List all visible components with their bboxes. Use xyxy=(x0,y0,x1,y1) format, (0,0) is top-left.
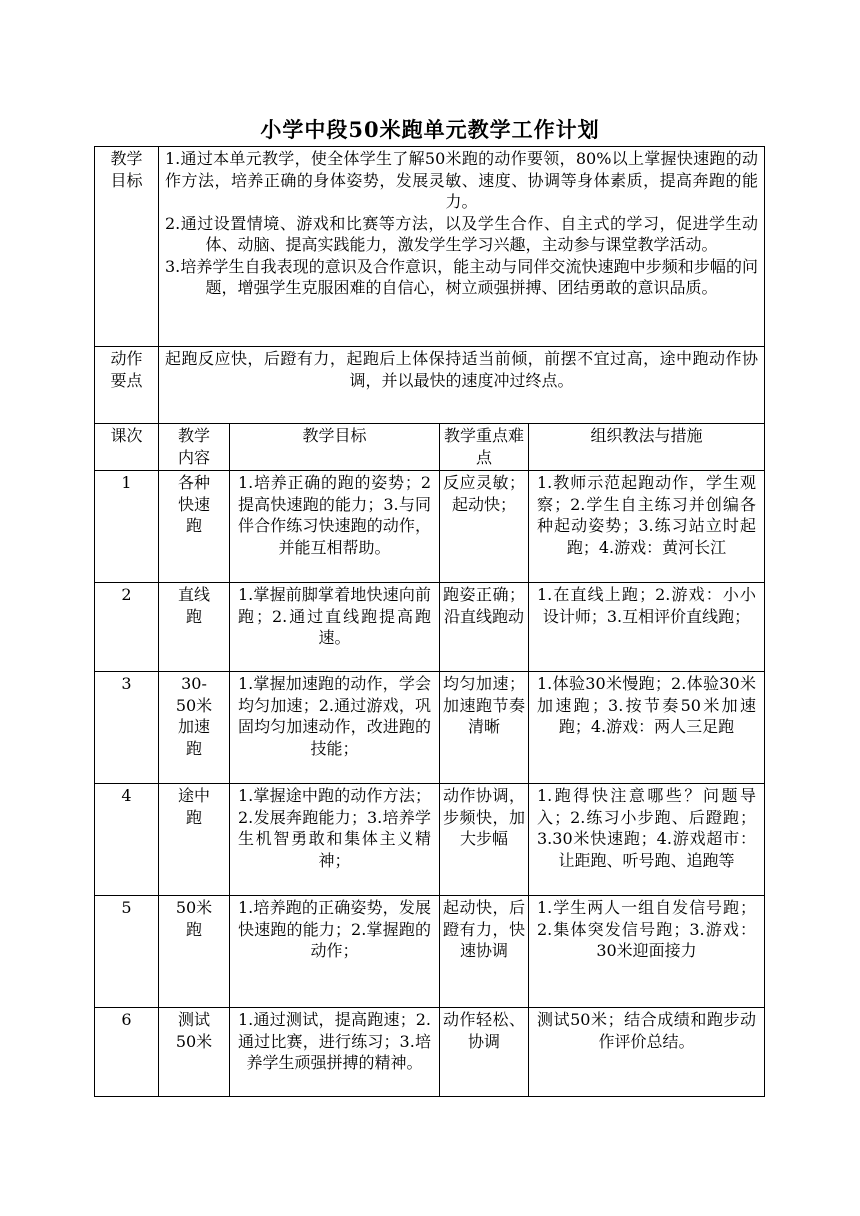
header-goal: 教学目标 xyxy=(230,424,440,471)
goal-item-1: 1.通过本单元教学，使全体学生了解50米跑的动作要领，80%以上掌握快速跑的动作方法，培养正确的身体姿势，发展灵敏、速度、协调等身体素质，提高奔跑的能力。 xyxy=(165,149,759,211)
goal-item-2: 2.通过设置情境、游戏和比赛等方法，以及学生合作、自主式的学习，促进学生动体、动脑、提高实践能力，激发学生学习兴趣，主动参与课堂教学活动。 xyxy=(165,213,759,254)
key-points-row xyxy=(95,347,765,424)
key-points-label: 动作要点 xyxy=(95,347,159,424)
lesson-no: 6 xyxy=(95,1008,159,1097)
lesson-method: 1.跑得快注意哪些？问题导入；2.练习小步跑、后蹬跑；3.30米快速跑；4.游戏超市：让距跑、听号跑、追跑等 xyxy=(529,784,765,896)
lesson-row xyxy=(95,583,765,672)
lesson-goal: 1.培养跑的正确姿势，发展快速跑的能力；2.掌握跑的动作； xyxy=(230,896,440,1008)
lesson-content: 各种快速跑 xyxy=(159,471,230,583)
lesson-no: 3 xyxy=(95,672,159,784)
lesson-content: 50米跑 xyxy=(159,896,230,1008)
lesson-row xyxy=(95,672,765,784)
lesson-key: 跑姿正确；沿直线跑动 xyxy=(440,583,529,672)
header-lesson-no: 课次 xyxy=(95,424,159,471)
lesson-goal: 1.通过测试，提高跑速；2.通过比赛，进行练习；3.培养学生顽强拼搏的精神。 xyxy=(230,1008,440,1097)
lesson-row xyxy=(95,784,765,896)
plan-table xyxy=(94,146,765,1097)
header-method: 组织教法与措施 xyxy=(529,424,765,471)
lesson-goal: 1.掌握加速跑的动作，学会均匀加速；2.通过游戏，巩固均匀加速动作，改进跑的技能； xyxy=(230,672,440,784)
lesson-key: 起动快，后蹬有力，快速协调 xyxy=(440,896,529,1008)
key-points-text: 起跑反应快，后蹬有力，起跑后上体保持适当前倾，前摆不宜过高，途中跑动作协调，并以最快的速度冲过终点。 xyxy=(159,347,765,424)
lesson-content: 直线跑 xyxy=(159,583,230,672)
header-row xyxy=(95,424,765,471)
lesson-no: 4 xyxy=(95,784,159,896)
lesson-goal: 1.培养正确的跑的姿势；2提高快速跑的能力；3.与同伴合作练习快速跑的动作，并能互相帮助。 xyxy=(230,471,440,583)
goal-item-3: 3.培养学生自我表现的意识及合作意识，能主动与同伴交流快速跑中步频和步幅的问题，增强学生克服困难的自信心，树立顽强拼搏、团结勇敢的意识品质。 xyxy=(165,256,759,297)
lesson-key: 反应灵敏；起动快； xyxy=(440,471,529,583)
lesson-content: 30-50米加速跑 xyxy=(159,672,230,784)
lesson-no: 1 xyxy=(95,471,159,583)
lesson-goal: 1.掌握途中跑的动作方法；2.发展奔跑能力；3.培养学生机智勇敢和集体主义精神； xyxy=(230,784,440,896)
goals-label: 教学目标 xyxy=(95,147,159,347)
lesson-content: 测试50米 xyxy=(159,1008,230,1097)
lesson-row xyxy=(95,471,765,583)
lesson-row xyxy=(95,1008,765,1097)
lesson-key: 动作协调，步频快，加大步幅 xyxy=(440,784,529,896)
lesson-method: 测试50米；结合成绩和跑步动作评价总结。 xyxy=(529,1008,765,1097)
lesson-key: 动作轻松、协调 xyxy=(440,1008,529,1097)
goals-row xyxy=(95,147,765,347)
lesson-method: 1.学生两人一组自发信号跑；2.集体突发信号跑；3.游戏：30米迎面接力 xyxy=(529,896,765,1008)
page-title: 小学中段50米跑单元教学工作计划 xyxy=(260,117,600,142)
header-content: 教学内容 xyxy=(159,424,230,471)
lesson-no: 2 xyxy=(95,583,159,672)
lesson-no: 5 xyxy=(95,896,159,1008)
lesson-key: 均匀加速；加速跑节奏清晰 xyxy=(440,672,529,784)
lesson-method: 1.体验30米慢跑；2.体验30米加速跑；3.按节奏50米加速跑；4.游戏：两人三足跑 xyxy=(529,672,765,784)
header-key: 教学重点难点 xyxy=(440,424,529,471)
lesson-goal: 1.掌握前脚掌着地快速向前跑；2.通过直线跑提高跑速。 xyxy=(230,583,440,672)
lesson-method: 1.教师示范起跑动作，学生观察；2.学生自主练习并创编各种起动姿势；3.练习站立时起跑；4.游戏：黄河长江 xyxy=(529,471,765,583)
lesson-row xyxy=(95,896,765,1008)
lesson-method: 1.在直线上跑；2.游戏：小小设计师；3.互相评价直线跑； xyxy=(529,583,765,672)
goals-text xyxy=(159,147,765,347)
lesson-content: 途中跑 xyxy=(159,784,230,896)
